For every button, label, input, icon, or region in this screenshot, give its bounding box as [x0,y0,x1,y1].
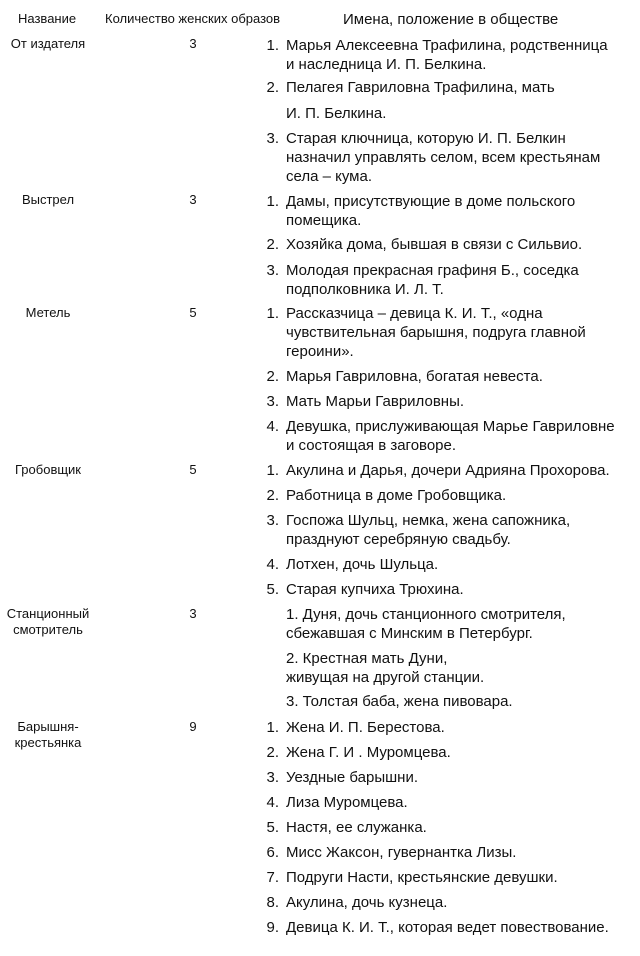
row-title: Станционный смотритель [6,606,90,637]
item-text: Молодая прекрасная графиня Б., соседка подполковника И. Л. Т. [286,262,579,298]
item-text: Мисс Жаксон, гувернантка Лизы. [286,844,517,861]
item-number: 1. [266,462,279,479]
row-count: 5 [189,305,197,320]
item-text: Старая ключница, которую И. П. Белкин назначил управлять селом, всем крестьянам села – кума. [286,130,601,185]
item-number: 4. [266,556,279,573]
item-number: 4. [266,794,279,811]
item-number: 5. [266,581,279,598]
item-number: 9. [266,919,279,936]
item-text: Жена И. П. Берестова. [286,719,445,736]
item-number: 4. [266,418,279,435]
item-number: 3. [266,769,279,786]
item-text: Марья Алексеевна Трафилина, родственница и наследница И. П. Белкина. [286,37,608,73]
list-item: 3. Толстая баба, жена пивовара. [286,693,513,710]
item-number: 5. [266,819,279,836]
item-text: Жена Г. И . Муромцева. [286,744,451,761]
item-number: 3. [266,393,279,410]
item-number: 7. [266,869,279,886]
row-title: Барышня-крестьянка [14,719,82,750]
item-text: Акулина, дочь кузнеца. [286,894,448,911]
item-number: 2. [266,487,279,504]
item-text: Девушка, прислуживающая Марье Гавриловне и состоящая в заговоре. [286,418,615,454]
item-text: Госпожа Шульц, немка, жена сапожника, празднуют серебряную свадьбу. [286,512,571,548]
row-count: 3 [189,192,197,207]
item-number: 3. [266,512,279,529]
row-title: Гробовщик [15,462,81,477]
item-number: 3. [266,262,279,279]
item-number: 6. [266,844,279,861]
item-text: Работница в доме Гробовщика. [286,487,507,504]
item-text: Мать Марьи Гавриловны. [286,393,465,410]
item-number: 1. [266,37,279,54]
item-number: 1. [266,193,279,210]
item-number: 3. [266,130,279,147]
item-text: Старая купчиха Трюхина. [286,581,464,598]
item-number: 1. [266,305,279,322]
item-text: Марья Гавриловна, богатая невеста. [286,368,543,385]
item-text: Лотхен, дочь Шульца. [286,556,439,573]
row-count: 5 [189,462,197,477]
item-text: Девица К. И. Т., которая ведет повествование. [286,919,609,936]
row-title: Выстрел [21,192,75,207]
item-text: Подруги Насти, крестьянские девушки. [286,869,558,886]
row-title: Метель [25,305,71,320]
row-title: От издателя [10,36,86,51]
item-text: Рассказчица – девица К. И. Т., «одна чувствительная барышня, подруга главной героини». [286,305,586,360]
header-title: Название [18,11,77,26]
row-count: 9 [189,719,197,734]
item-text: Уездные барышни. [286,769,418,786]
item-number: 1. [266,719,279,736]
item-text: Настя, ее служанка. [286,819,427,836]
item-text: И. П. Белкина. [286,105,387,122]
list-item: 2. Крестная мать Дуни, живущая на другой станции. [286,650,485,686]
row-count: 3 [189,606,197,621]
item-number: 2. [266,79,279,96]
item-text: Дамы, присутствующие в доме польского помещика. [286,193,576,229]
item-number: 2. [266,368,279,385]
item-text: Хозяйка дома, бывшая в связи с Сильвио. [286,236,583,253]
header-count: Количество женских образов [105,11,281,26]
item-text: Пелагея Гавриловна Трафилина, мать [286,79,555,96]
item-text: Акулина и Дарья, дочери Адрияна Прохорова. [286,462,610,479]
header-names: Имена, положение в обществе [343,11,559,28]
item-text: Лиза Муромцева. [286,794,408,811]
item-number: 2. [266,236,279,253]
list-item: 1. Дуня, дочь станционного смотрителя, сбежавшая с Минским в Петербург. [286,606,566,642]
item-number: 8. [266,894,279,911]
item-number: 2. [266,744,279,761]
row-count: 3 [189,36,197,51]
